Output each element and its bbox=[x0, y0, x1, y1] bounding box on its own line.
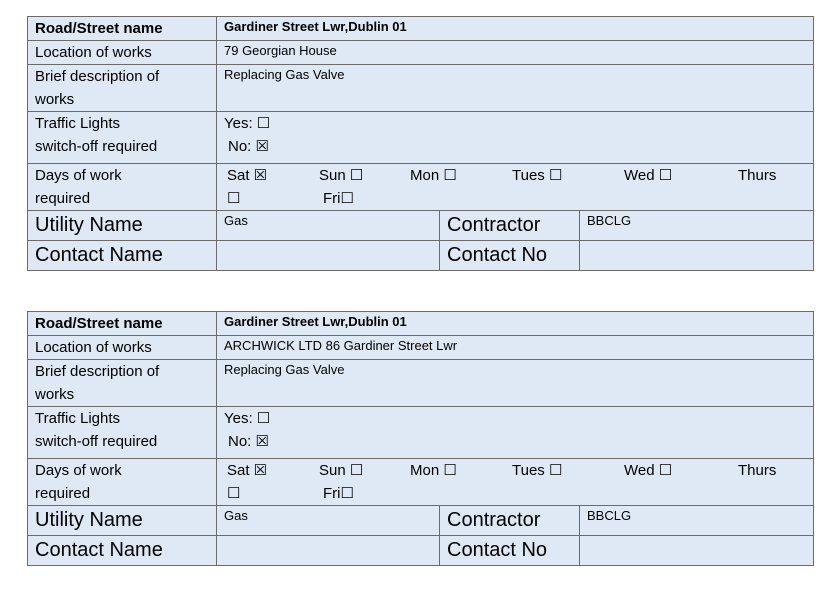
works-table bbox=[27, 311, 814, 566]
description-label-line2: works bbox=[35, 91, 75, 108]
day-fri-checkbox[interactable]: Fri☐ bbox=[323, 190, 354, 207]
description-label-line2: works bbox=[35, 386, 75, 403]
description-label bbox=[28, 65, 217, 112]
contact-no-value bbox=[580, 241, 814, 271]
days-label-line1: Days of work bbox=[35, 167, 122, 184]
contact-name-label: Contact Name bbox=[28, 241, 217, 271]
days-options bbox=[217, 164, 814, 211]
contractor-value: BBCLG bbox=[580, 211, 814, 241]
traffic-label-line1: Traffic Lights bbox=[35, 410, 121, 427]
day-thurs-label: Thurs bbox=[738, 167, 777, 184]
utility-value: Gas bbox=[217, 211, 440, 241]
day-wed-checkbox[interactable]: Wed ☐ bbox=[624, 167, 673, 184]
day-sun-checkbox[interactable]: Sun ☐ bbox=[319, 462, 364, 479]
location-label: Location of works bbox=[28, 41, 217, 65]
road-value: Gardiner Street Lwr,Dublin 01 bbox=[217, 17, 814, 41]
description-label bbox=[28, 360, 217, 407]
traffic-yes-checkbox[interactable]: Yes: ☐ bbox=[224, 410, 271, 427]
contractor-label: Contractor bbox=[440, 211, 580, 241]
traffic-no-checkbox[interactable]: No: ☒ bbox=[228, 433, 269, 450]
works-form-1 bbox=[27, 16, 813, 271]
days-label-line2: required bbox=[35, 485, 91, 502]
days-label bbox=[28, 459, 217, 506]
works-table bbox=[27, 16, 814, 271]
day-tues-checkbox[interactable]: Tues ☐ bbox=[512, 462, 563, 479]
utility-label: Utility Name bbox=[28, 211, 217, 241]
location-value: 79 Georgian House bbox=[217, 41, 814, 65]
utility-label: Utility Name bbox=[28, 506, 217, 536]
traffic-label-line2: switch-off required bbox=[35, 138, 158, 155]
traffic-label bbox=[28, 112, 217, 164]
day-fri-checkbox[interactable]: Fri☐ bbox=[323, 485, 354, 502]
contact-no-label: Contact No bbox=[440, 536, 580, 566]
traffic-yes-checkbox[interactable]: Yes: ☐ bbox=[224, 115, 271, 132]
utility-value: Gas bbox=[217, 506, 440, 536]
road-label: Road/Street name bbox=[28, 17, 217, 41]
traffic-label-line2: switch-off required bbox=[35, 433, 158, 450]
traffic-no-checkbox[interactable]: No: ☒ bbox=[228, 138, 269, 155]
contact-no-label: Contact No bbox=[440, 241, 580, 271]
days-label-line1: Days of work bbox=[35, 462, 122, 479]
day-sun-checkbox[interactable]: Sun ☐ bbox=[319, 167, 364, 184]
description-value: Replacing Gas Valve bbox=[217, 65, 814, 112]
location-value: ARCHWICK LTD 86 Gardiner Street Lwr bbox=[217, 336, 814, 360]
road-value: Gardiner Street Lwr,Dublin 01 bbox=[217, 312, 814, 336]
day-thurs-checkbox[interactable]: ☐ bbox=[227, 190, 241, 207]
road-label: Road/Street name bbox=[28, 312, 217, 336]
day-mon-checkbox[interactable]: Mon ☐ bbox=[410, 462, 457, 479]
traffic-options bbox=[217, 407, 814, 459]
day-sat-checkbox[interactable]: Sat ☒ bbox=[227, 167, 268, 184]
description-label-line1: Brief description of bbox=[35, 363, 160, 380]
contact-no-value bbox=[580, 536, 814, 566]
traffic-options bbox=[217, 112, 814, 164]
day-sat-checkbox[interactable]: Sat ☒ bbox=[227, 462, 268, 479]
days-label-line2: required bbox=[35, 190, 91, 207]
days-options bbox=[217, 459, 814, 506]
days-label bbox=[28, 164, 217, 211]
location-label: Location of works bbox=[28, 336, 217, 360]
works-form-2 bbox=[27, 311, 813, 566]
day-thurs-checkbox[interactable]: ☐ bbox=[227, 485, 241, 502]
contractor-label: Contractor bbox=[440, 506, 580, 536]
traffic-label-line1: Traffic Lights bbox=[35, 115, 121, 132]
traffic-label bbox=[28, 407, 217, 459]
contact-name-value bbox=[217, 536, 440, 566]
contractor-value: BBCLG bbox=[580, 506, 814, 536]
day-thurs-label: Thurs bbox=[738, 462, 777, 479]
contact-name-value bbox=[217, 241, 440, 271]
description-value: Replacing Gas Valve bbox=[217, 360, 814, 407]
description-label-line1: Brief description of bbox=[35, 68, 160, 85]
day-tues-checkbox[interactable]: Tues ☐ bbox=[512, 167, 563, 184]
contact-name-label: Contact Name bbox=[28, 536, 217, 566]
day-wed-checkbox[interactable]: Wed ☐ bbox=[624, 462, 673, 479]
day-mon-checkbox[interactable]: Mon ☐ bbox=[410, 167, 457, 184]
